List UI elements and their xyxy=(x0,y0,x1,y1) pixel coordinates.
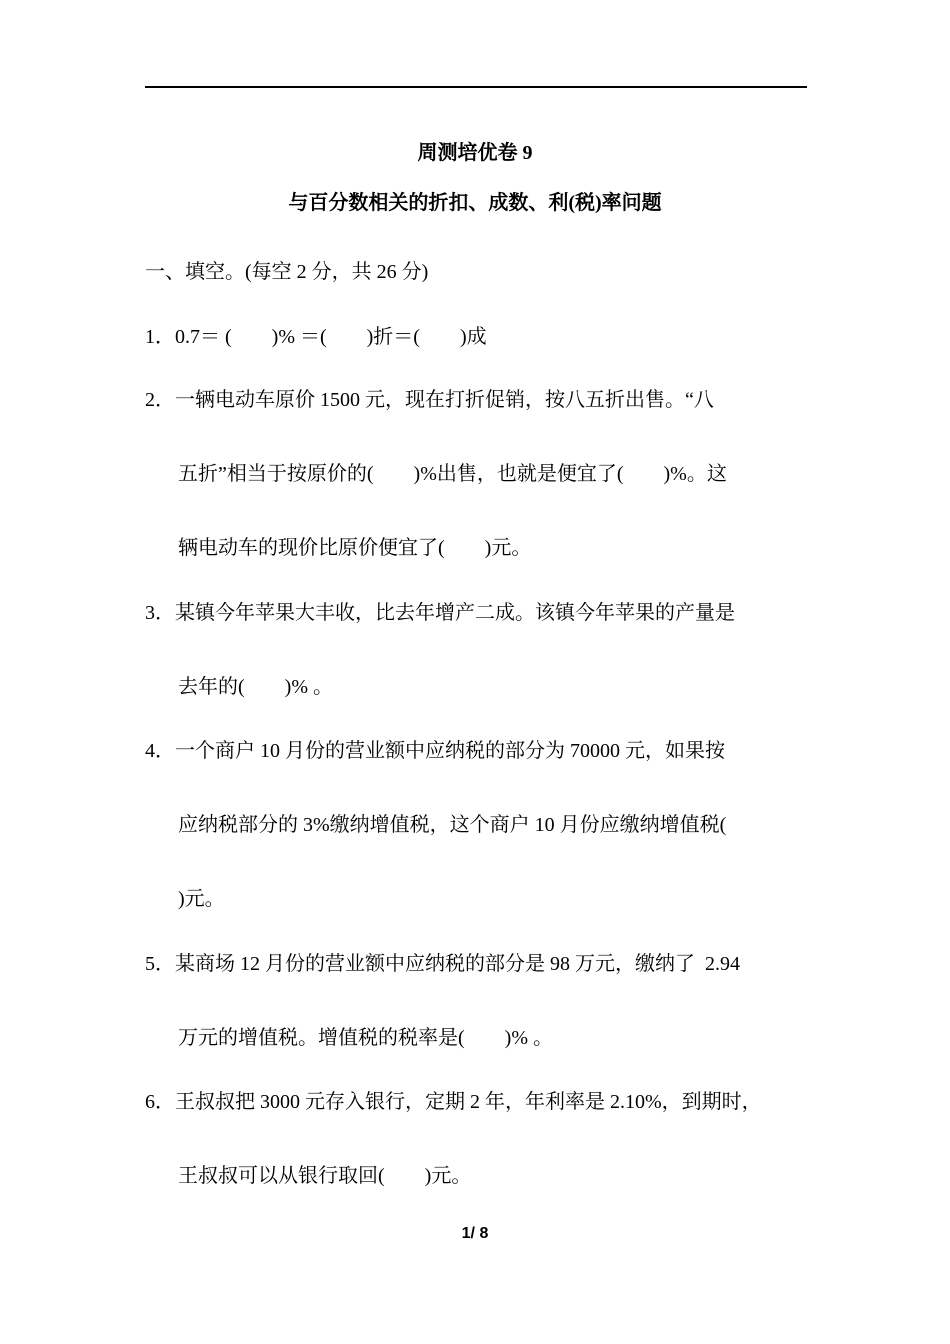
question-2-line-1: 2．一辆电动车原价 1500 元，现在打折促销，按八五折出售。“八 xyxy=(145,389,714,411)
question-2-line-3: 辆电动车的现价比原价便宜了( )元。 xyxy=(178,537,532,559)
question-1: 1．0.7＝ ( )% ＝( )折＝( )成 xyxy=(145,326,487,348)
page-title: 周测培优卷 9 xyxy=(417,142,533,164)
page-number: 1/ 8 xyxy=(461,1225,489,1242)
page-subtitle: 与百分数相关的折扣、成数、利(税)率问题 xyxy=(288,192,662,214)
question-2-line-2: 五折”相当于按原价的( )%出售，也就是便宜了( )%。这 xyxy=(178,463,727,485)
question-3-line-2: 去年的( )% 。 xyxy=(178,676,333,698)
question-6-line-1: 6．王叔叔把 3000 元存入银行，定期 2 年，年利率是 2.10%，到期时， xyxy=(145,1091,762,1113)
top-rule xyxy=(145,86,807,88)
question-4-line-3: )元。 xyxy=(178,888,225,910)
section-heading: 一、填空。(每空 2 分，共 26 分) xyxy=(145,261,429,283)
question-6-line-2: 王叔叔可以从银行取回( )元。 xyxy=(178,1165,472,1187)
question-4-line-1: 4．一个商户 10 月份的营业额中应纳税的部分为 70000 元，如果按 xyxy=(145,740,725,762)
question-5-line-2: 万元的增值税。增值税的税率是( )% 。 xyxy=(178,1027,553,1049)
question-5-line-1: 5．某商场 12 月份的营业额中应纳税的部分是 98 万元，缴纳了 2.94 xyxy=(145,953,740,975)
question-4-line-2: 应纳税部分的 3%缴纳增值税，这个商户 10 月份应缴纳增值税( xyxy=(178,814,727,836)
question-3-line-1: 3．某镇今年苹果大丰收，比去年增产二成。该镇今年苹果的产量是 xyxy=(145,602,735,624)
